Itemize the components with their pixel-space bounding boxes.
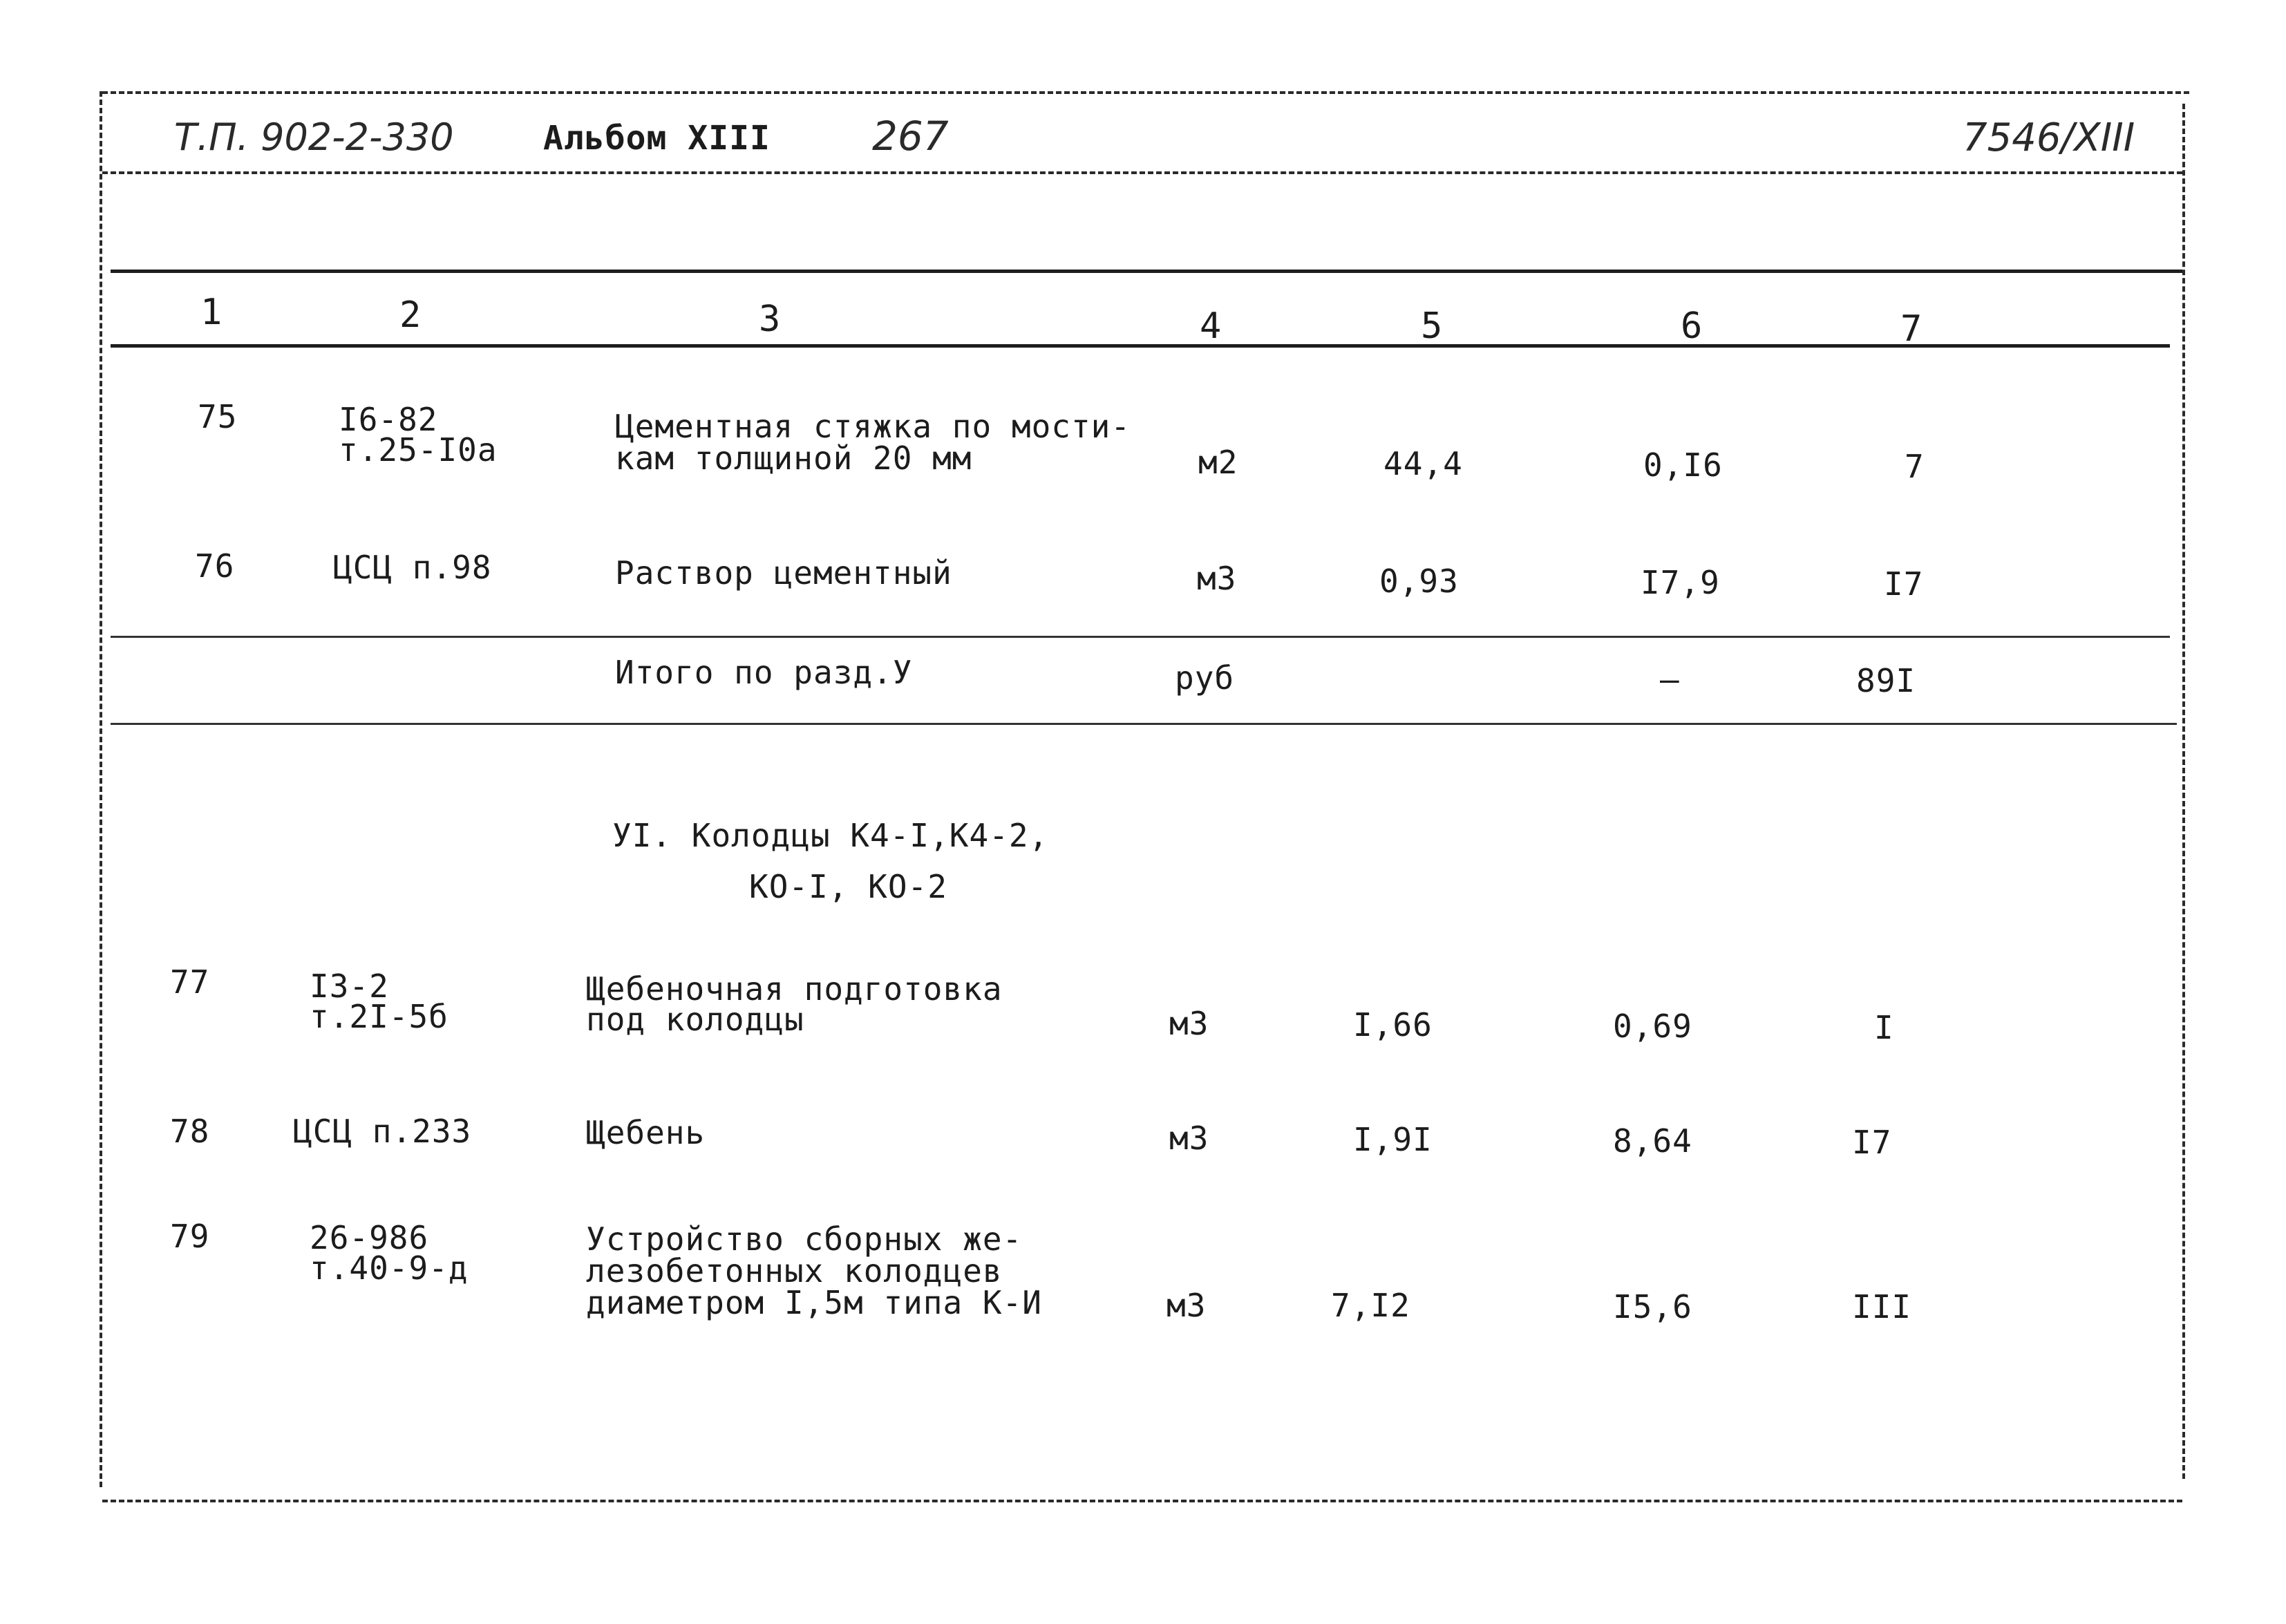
row-code-line: I3-2	[310, 967, 389, 1005]
row-price: I7,9	[1641, 564, 1720, 601]
row-price: 0,I6	[1643, 446, 1723, 484]
row-code-line: т.25-I0а	[339, 431, 498, 469]
subtotal-label: Итого по разд.У	[615, 654, 913, 691]
col-header-6: 6	[1681, 305, 1703, 347]
col-header-5: 5	[1421, 305, 1443, 347]
frame-bottom-line	[102, 1500, 2182, 1502]
row-description-line: лезобетонных колодцев	[586, 1252, 1003, 1290]
row-description-line: Раствор цементный	[615, 554, 952, 592]
row-description-line: Щебень	[586, 1114, 706, 1151]
row-number: 78	[170, 1113, 210, 1150]
row-quantity: 0,93	[1379, 563, 1459, 600]
section-heading-line-1: УI. Колодцы К4-I,К4-2,	[612, 817, 1049, 854]
row-description-line: диаметром I,5м типа К-И	[586, 1284, 1042, 1321]
subtotal-bottom-line	[111, 723, 2177, 725]
row-cost: I	[1874, 1009, 1894, 1046]
row-code-line: т.40-9-д	[310, 1249, 469, 1287]
row-unit: м3	[1166, 1287, 1207, 1324]
subtotal-cost: 89I	[1856, 662, 1916, 699]
project-code: Т.П. 902-2-330	[174, 115, 454, 159]
row-code-line: ЦСЦ п.233	[293, 1113, 472, 1150]
column-header-underline	[111, 344, 2170, 348]
col-header-7: 7	[1900, 308, 1923, 350]
row-price: I5,6	[1613, 1288, 1692, 1325]
row-cost: 7	[1905, 448, 1925, 485]
section-heading-line-2: КО-I, КО-2	[749, 868, 947, 905]
row-quantity: I,9I	[1353, 1121, 1433, 1158]
header-underline	[102, 171, 2182, 174]
row-unit: м3	[1169, 1005, 1209, 1042]
inventory-number: 7546/XIII	[1963, 115, 2135, 160]
row-quantity: I,66	[1353, 1006, 1433, 1044]
row-quantity: 44,4	[1383, 445, 1463, 482]
row-description-line: под колодцы	[586, 1001, 804, 1038]
row-cost: I7	[1852, 1124, 1892, 1161]
row-quantity: 7,I2	[1331, 1287, 1410, 1324]
frame-right-line	[2182, 104, 2185, 1479]
page-number: 267	[872, 113, 949, 160]
row-code-line: 26-986	[310, 1219, 429, 1256]
row-cost: III	[1852, 1288, 1912, 1325]
subtotal-price: –	[1660, 661, 1680, 698]
album-label: Альбом XIII	[543, 119, 771, 158]
subtotal-unit: руб	[1175, 659, 1235, 697]
col-header-1: 1	[200, 292, 223, 333]
row-number: 75	[198, 398, 238, 435]
row-cost: I7	[1884, 565, 1924, 603]
row-price: 8,64	[1613, 1122, 1692, 1160]
row-code-line: I6-82	[339, 401, 438, 438]
subtotal-top-line	[111, 636, 2170, 638]
row-description-line: Устройство сборных же-	[586, 1220, 1023, 1258]
row-unit: м2	[1198, 444, 1238, 481]
col-header-3: 3	[759, 299, 781, 340]
col-header-2: 2	[399, 294, 422, 336]
row-unit: м3	[1197, 560, 1237, 597]
row-description-line: Цементная стяжка по мости-	[615, 408, 1131, 445]
row-number: 77	[170, 963, 210, 1001]
col-header-4: 4	[1200, 305, 1222, 347]
row-number: 76	[195, 547, 235, 585]
row-number: 79	[170, 1218, 210, 1255]
row-code-line: т.2I-5б	[310, 998, 448, 1035]
table-top-line	[111, 270, 2182, 273]
row-unit: м3	[1169, 1120, 1209, 1157]
frame-top-line	[102, 91, 2189, 94]
frame-left-line	[100, 91, 102, 1487]
row-description-line: Щебеночная подготовка	[586, 970, 1003, 1008]
row-price: 0,69	[1613, 1008, 1692, 1045]
row-description-line: кам толщиной 20 мм	[615, 440, 972, 477]
row-code-line: ЦСЦ п.98	[333, 549, 492, 586]
